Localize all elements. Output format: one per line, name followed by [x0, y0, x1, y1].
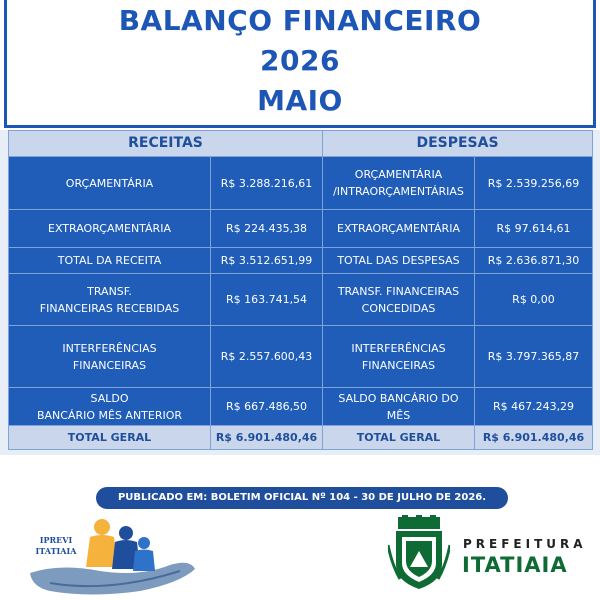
despesa-label: [323, 274, 475, 326]
despesa-label: SALDO BANCÁRIO DO MÊS: [323, 388, 475, 426]
despesa-label-line: CONCEDIDAS: [361, 301, 436, 315]
despesa-value: R$ 2.539.256,69: [475, 157, 593, 210]
receita-label-line: FINANCEIRAS RECEBIDAS: [39, 301, 180, 315]
table-row: [9, 157, 593, 210]
table-header-row: [9, 131, 593, 157]
iprevi-logo: [20, 513, 220, 598]
total-despesa-label: TOTAL GERAL: [323, 426, 475, 450]
receita-label: ORÇAMENTÁRIA: [9, 157, 211, 210]
table-row: [9, 210, 593, 248]
published-notice: PUBLICADO EM: BOLETIM OFICIAL Nº 104 - 30 DE JULHO DE 2026.: [96, 487, 508, 509]
despesa-value: R$ 0,00: [475, 274, 593, 326]
receita-value: R$ 3.512.651,99: [211, 248, 323, 274]
iprevi-label: IPREVI: [39, 535, 73, 545]
despesas-header: DESPESAS: [323, 131, 593, 157]
iprevi-label: ITATIAIA: [35, 546, 77, 556]
receita-label: [9, 326, 211, 388]
despesa-label-line: FINANCEIRAS: [361, 358, 436, 372]
prefeitura-label: PREFEITURA: [463, 537, 587, 551]
receita-label: [9, 274, 211, 326]
receita-label-line: SALDO: [90, 391, 129, 405]
header: [0, 0, 600, 130]
despesa-value: R$ 3.797.365,87: [475, 326, 593, 388]
balance-table: [8, 130, 592, 450]
itatiaia-coat-of-arms-icon: [388, 515, 450, 590]
table-row: [9, 326, 593, 388]
page-month: MAIO: [257, 84, 343, 117]
total-receita-label: TOTAL GERAL: [9, 426, 211, 450]
receitas-header: RECEITAS: [9, 131, 323, 157]
total-receita-value: R$ 6.901.480,46: [211, 426, 323, 450]
total-row: [9, 426, 593, 450]
page-year: 2026: [260, 44, 340, 77]
despesa-label-line: TRANSF. FINANCEIRAS: [337, 284, 460, 298]
table-row: [9, 388, 593, 426]
receita-label: [9, 388, 211, 426]
despesa-label-line: INTERFERÊNCIAS: [351, 341, 446, 355]
receita-label-line: TRANSF.: [87, 284, 132, 298]
prefeitura-logo: [388, 515, 588, 590]
total-despesa-value: R$ 6.901.480,46: [475, 426, 593, 450]
despesa-label: EXTRAORÇAMENTÁRIA: [323, 210, 475, 248]
receita-value: R$ 2.557.600,43: [211, 326, 323, 388]
receita-value: R$ 224.435,38: [211, 210, 323, 248]
despesa-value: R$ 97.614,61: [475, 210, 593, 248]
despesa-label: TOTAL DAS DESPESAS: [323, 248, 475, 274]
prefeitura-city: ITATIAIA: [462, 553, 568, 577]
despesa-label-line: ORÇAMENTÁRIA: [354, 168, 443, 181]
receita-value: R$ 3.288.216,61: [211, 157, 323, 210]
receita-label: TOTAL DA RECEITA: [9, 248, 211, 274]
receita-label-line: BANCÁRIO MÊS ANTERIOR: [36, 408, 183, 422]
table-row: [9, 274, 593, 326]
despesa-label: [323, 326, 475, 388]
receita-value: R$ 163.741,54: [211, 274, 323, 326]
despesa-label: [323, 157, 475, 210]
receita-label-line: INTERFERÊNCIAS: [62, 341, 157, 355]
table-row: [9, 248, 593, 274]
despesa-value: R$ 2.636.871,30: [475, 248, 593, 274]
receita-label-line: FINANCEIRAS: [72, 358, 147, 372]
receita-label: EXTRAORÇAMENTÁRIA: [9, 210, 211, 248]
despesa-label-line: /INTRAORÇAMENTÁRIAS: [333, 185, 464, 198]
receita-value: R$ 667.486,50: [211, 388, 323, 426]
despesa-value: R$ 467.243,29: [475, 388, 593, 426]
page-title: BALANÇO FINANCEIRO: [118, 4, 482, 37]
